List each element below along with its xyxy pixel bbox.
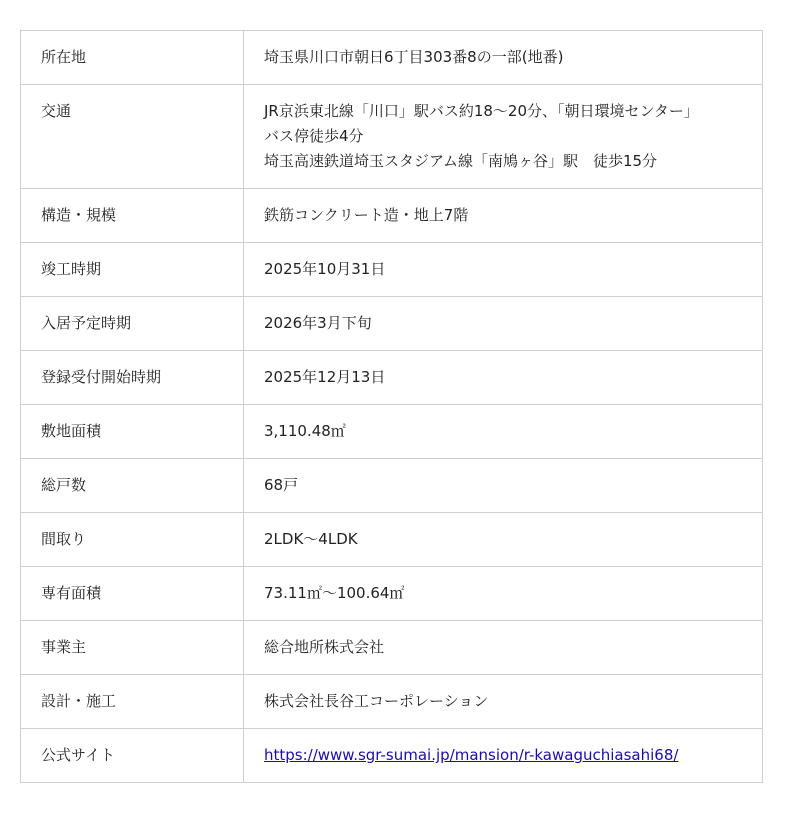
- row-label-floor-area: 専有面積: [21, 567, 244, 621]
- row-label-access: 交通: [21, 85, 244, 189]
- row-label-official-site: 公式サイト: [21, 729, 244, 783]
- row-label-location: 所在地: [21, 31, 244, 85]
- row-value-design-construction: 株式会社長谷工コーポレーション: [244, 675, 763, 729]
- table-row-move-in-date: [21, 297, 763, 351]
- access-line: バス停徒歩4分: [264, 127, 364, 145]
- row-value-access: [244, 85, 763, 189]
- table-row-total-units: [21, 459, 763, 513]
- row-value-move-in-date: 2026年3月下旬: [244, 297, 763, 351]
- table-row-location: [21, 31, 763, 85]
- access-line: 埼玉高速鉄道埼玉スタジアム線「南鳩ヶ谷」駅 徒歩15分: [264, 152, 658, 170]
- row-label-move-in-date: 入居予定時期: [21, 297, 244, 351]
- table-row-completion-date: [21, 243, 763, 297]
- table-row-site-area: [21, 405, 763, 459]
- row-label-total-units: 総戸数: [21, 459, 244, 513]
- table-row-developer: [21, 621, 763, 675]
- row-value-floor-plans: 2LDK～4LDK: [244, 513, 763, 567]
- row-label-floor-plans: 間取り: [21, 513, 244, 567]
- table-row-floor-area: [21, 567, 763, 621]
- row-value-developer: 総合地所株式会社: [244, 621, 763, 675]
- row-label-registration-start: 登録受付開始時期: [21, 351, 244, 405]
- row-label-completion-date: 竣工時期: [21, 243, 244, 297]
- row-value-official-site: [244, 729, 763, 783]
- table-row-floor-plans: [21, 513, 763, 567]
- row-label-structure: 構造・規模: [21, 189, 244, 243]
- property-info-table: [20, 30, 763, 783]
- row-value-site-area: 3,110.48㎡: [244, 405, 763, 459]
- official-site-link[interactable]: https://www.sgr-sumai.jp/mansion/r-kawaguchiasahi68/: [264, 746, 679, 764]
- row-value-structure: 鉄筋コンクリート造・地上7階: [244, 189, 763, 243]
- row-value-floor-area: 73.11㎡～100.64㎡: [244, 567, 763, 621]
- table-row-structure: [21, 189, 763, 243]
- table-row-registration-start: [21, 351, 763, 405]
- row-value-total-units: 68戸: [244, 459, 763, 513]
- row-label-developer: 事業主: [21, 621, 244, 675]
- row-value-location: 埼玉県川口市朝日6丁目303番8の一部(地番): [244, 31, 763, 85]
- table-row-official-site: [21, 729, 763, 783]
- table-row-design-construction: [21, 675, 763, 729]
- row-label-design-construction: 設計・施工: [21, 675, 244, 729]
- row-value-completion-date: 2025年10月31日: [244, 243, 763, 297]
- row-label-site-area: 敷地面積: [21, 405, 244, 459]
- table-row-access: [21, 85, 763, 189]
- row-value-registration-start: 2025年12月13日: [244, 351, 763, 405]
- access-line: JR京浜東北線「川口」駅バス約18～20分、「朝日環境センター」: [264, 102, 699, 120]
